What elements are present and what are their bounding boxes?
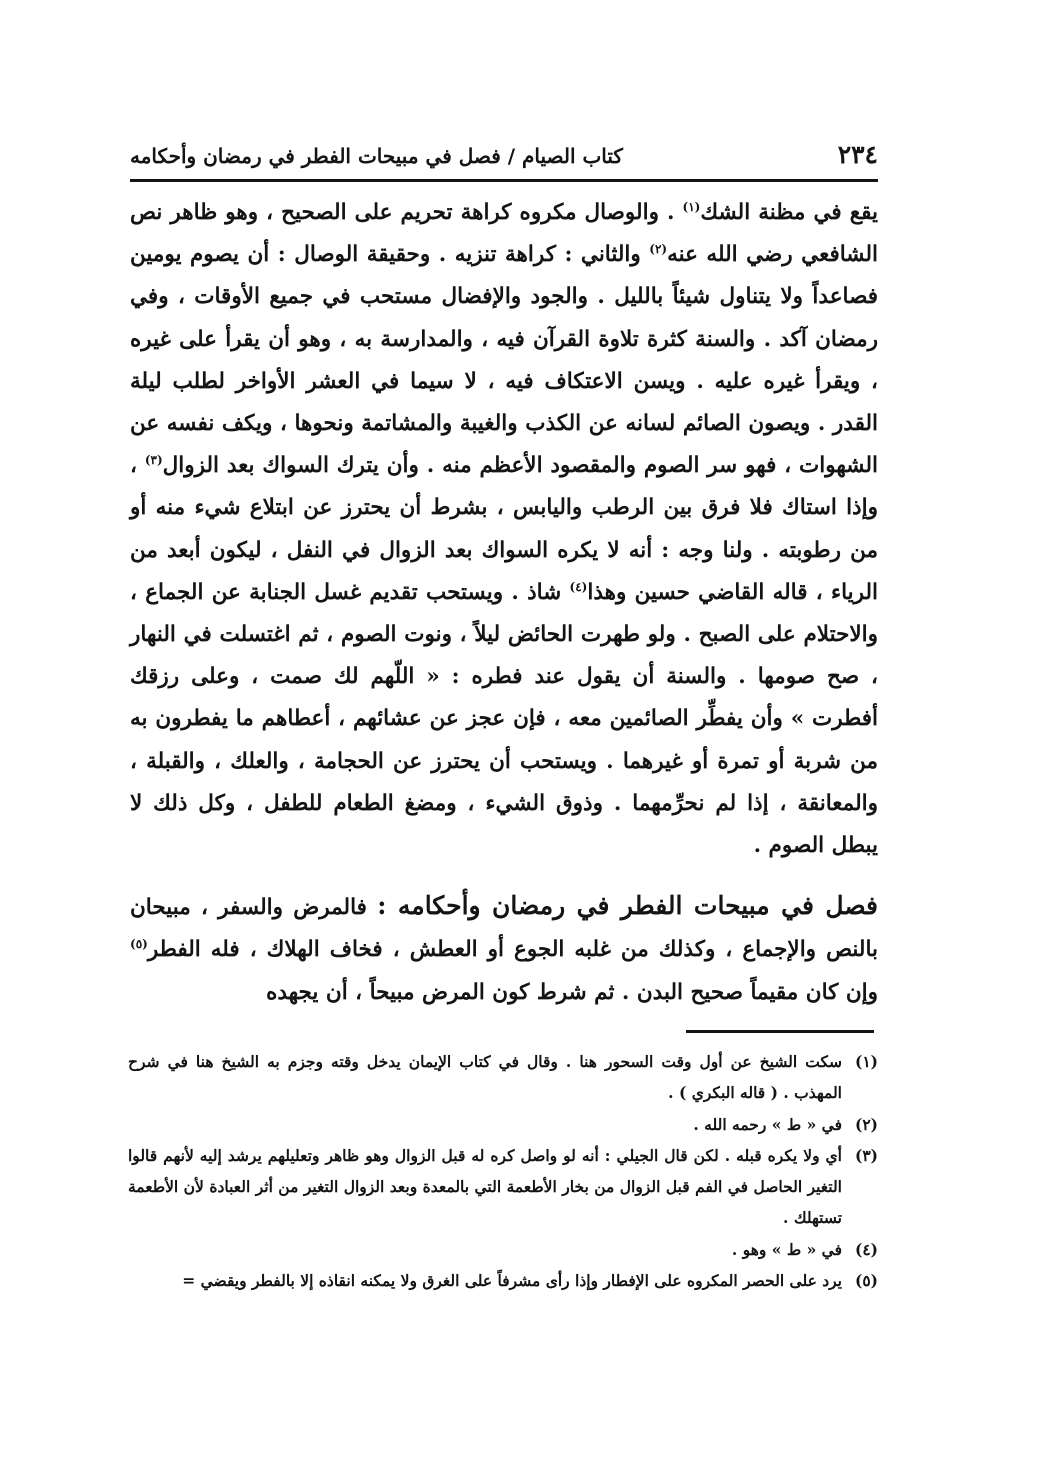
paragraph-2 <box>130 885 878 1014</box>
footnote-text: في « ط » رحمه الله . <box>693 1114 842 1134</box>
footnote-number: (٤) <box>854 1239 878 1259</box>
footnote-ref: (٥) <box>130 937 148 952</box>
footnote-ref: (٤) <box>569 579 588 594</box>
footnote-text: يرد على الحصر المكروه على الإفطار وإذا رأى مشرفاً على الغرق ولا يمكنه انقاذه إلا بالفطر ويقضي = <box>182 1271 842 1291</box>
page-header <box>130 140 878 174</box>
section-title: فصل في مبيحات الفطر في رمضان وأحكامه : <box>377 891 878 921</box>
footnote-ref: (٣) <box>144 453 163 468</box>
header-rule <box>130 179 878 182</box>
text-run: والثاني : كراهة تنزيه . وحقيقة الوصال : أن يصوم يومين فصاعداً ولا يتناول شيئاً بالليل . والجود والإفضال مستحب في جميع الأوقات ، وفي رمضان آكد . والسنة كثرة تلاوة القرآن فيه ، والمدارسة به ، وهو أن يقرأ على غيره ، ويقرأ غيره عليه . ويسن الاعتكاف فيه ، لا سيما في العشر الأواخر لطلب ليلة القدر . ويصون الصائم لسانه عن الكذب والغيبة والمشاتمة ونحوها ، ويكف نفسه عن الشهوات ، فهو سر الصوم والمقصود الأعظم منه . وأن يترك السواك بعد الزوال <box>130 242 878 479</box>
text-run: يقع في مظنة الشك <box>700 200 878 225</box>
footnotes <box>128 1046 878 1296</box>
footnote-text: أي ولا يكره قبله . لكن قال الجيلي : أنه لو واصل كره له قبل الزوال وهو ظاهر وتعليلهم يرشد إليه لأنهم قالوا التغير الحاصل في الفم قبل الزوال من بخار الأطعمة التي بالمعدة وبعد الزوال التغير من أثر العبادة لأن الأطعمة تستهلك . <box>128 1145 842 1228</box>
text-run: فالمرض والسفر ، مبيحان بالنص والإجماع ، وكذلك من غلبه الجوع أو العطش ، فخاف الهلاك ، فله الفطر <box>130 895 878 963</box>
running-title: كتاب الصيام / فصل في مبيحات الفطر في رمضان وأحكامه <box>130 144 623 168</box>
footnote <box>128 1046 878 1109</box>
text-run: . والوصال مكروه كراهة تحريم على الصحيح ، وهو ظاهر نص الشافعي رضي الله عنه <box>130 200 878 268</box>
footnote <box>128 1265 878 1296</box>
footnote-text: سكت الشيخ عن أول وقت السحور هنا . وقال في كتاب الإيمان يدخل وقته وجزم به الشيخ هنا في شرح المهذب . ( قاله البكري ) . <box>128 1052 842 1103</box>
footnote-number: (١) <box>854 1052 878 1071</box>
main-text <box>130 192 878 1014</box>
footnote-ref: (١) <box>682 199 701 214</box>
footnote <box>128 1234 878 1265</box>
footnote-ref: (٢) <box>649 242 668 257</box>
paragraph-1 <box>130 192 878 867</box>
footnote <box>128 1109 878 1140</box>
text-run: ، وإذا استاك فلا فرق بين الرطب واليابس ، بشرط أن يحترز عن ابتلاع شيء منه أو من رطوبته . ولنا وجه : أنه لا يكره السواك بعد الزوال في النفل ، ليكون أبعد من الرياء ، قاله القاضي حسين وهذا <box>130 453 878 605</box>
page-number: ٢٣٤ <box>837 140 878 169</box>
footnote-number: (٢) <box>854 1114 878 1134</box>
footnote-rule <box>686 1030 874 1033</box>
footnote <box>128 1140 878 1234</box>
footnote-text: في « ط » وهو . <box>731 1239 842 1259</box>
text-run: وإن كان مقيماً صحيح البدن . ثم شرط كون المرض مبيحاً ، أن يجهده <box>266 979 878 1005</box>
footnote-number: (٥) <box>854 1271 878 1291</box>
text-run: شاذ . ويستحب تقديم غسل الجنابة عن الجماع ، والاحتلام على الصبح . ولو طهرت الحائض ليلاً ، ونوت الصوم ، ثم اغتسلت في النهار ، صح صومها . والسنة أن يقول عند فطره : « اللّهم لك صمت ، وعلى رزقك أفطرت » وأن يفطِّر الصائمين معه ، فإن عجز عن عشائهم ، أعطاهم ما يفطرون به من شربة أو تمرة أو غيرهما . ويستحب أن يحترز عن الحجامة ، والعلك ، والقبلة ، والمعانقة ، إذا لم نحرِّمهما . وذوق الشيء ، ومضغ الطعام للطفل ، وكل ذلك لا يبطل الصوم . <box>130 579 878 859</box>
footnote-number: (٣) <box>854 1145 878 1165</box>
